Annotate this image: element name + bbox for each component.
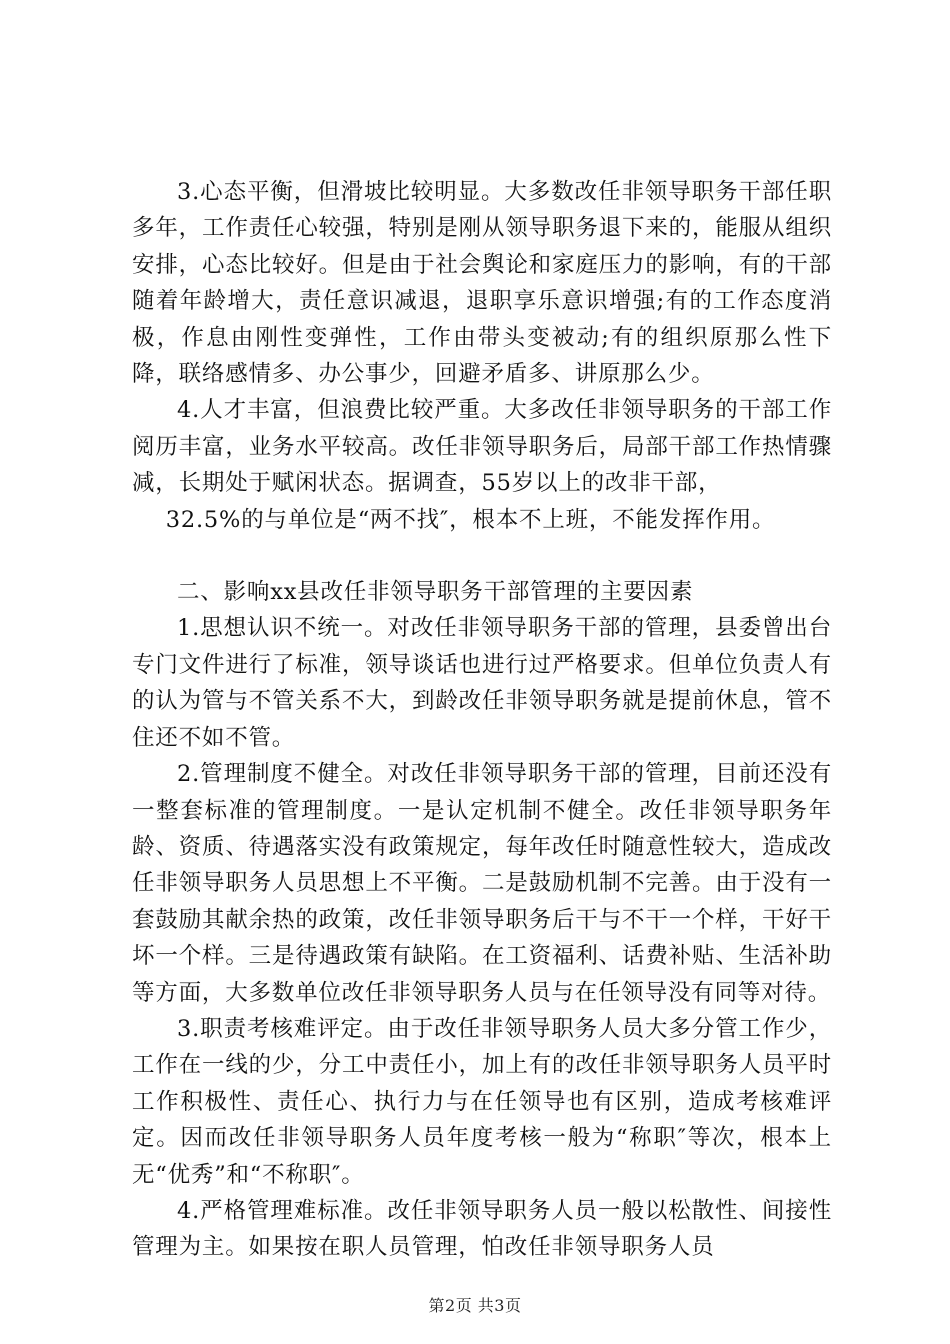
paragraph-assessment: 3.职责考核难评定。由于改任非领导职务人员大多分管工作少，工作在一线的少，分工中责任小，加上有的改任非领导职务人员平时工作积极性、责任心、执行力与在任领导也有区别，造成考核难评定。因而改任非领导职务人员年度考核一般为“称职″等次，根本上无“优秀”和“不称职″。 (132, 1015, 832, 1188)
paragraph-mindset: 3.心态平衡，但滑坡比较明显。大多数改任非领导职务干部任职多年，工作责任心较强，特别是刚从领导职务退下来的，能服从组织安排，心态比较好。但是由于社会舆论和家庭压力的影响，有的干部随着年龄增大，责任意识减退，退职享乐意识增强;有的工作态度消极，作息由刚性变弹性，工作由带头变被动;有的组织原那么性下降，联络感情多、办公事少，回避矛盾多、讲原那么少。 (132, 179, 832, 388)
paragraph-system: 2.管理制度不健全。对改任非领导职务干部的管理，目前还没有一整套标准的管理制度。一是认定机制不健全。改任非领导职务年龄、资质、待遇落实没有政策规定，每年改任时随意性较大，造成改任非领导职务人员思想上不平衡。二是鼓励机制不完善。由于没有一套鼓励其献余热的政策，改任非领导职务后干与不干一个样，干好干坏一个样。三是待遇政策有缺陷。在工资福利、话费补贴、生活补助等方面，大多数单位改任非领导职务人员与在任领导没有同等对待。 (132, 761, 832, 1006)
paragraph-talent: 4.人才丰富，但浪费比较严重。大多改任非领导职务的干部工作阅历丰富，业务水平较高。改任非领导职务后，局部干部工作热情骤减，长期处于赋闲状态。据调查，55岁以上的改非干部， (132, 397, 832, 497)
section-heading: 二、影响xx县改任非领导职务干部管理的主要因素 (177, 579, 694, 606)
paragraph-management: 4.严格管理难标准。改任非领导职务人员一般以松散性、间接性管理为主。如果按在职人员管理，怕改任非领导职务人员 (132, 1197, 832, 1261)
paragraph-thinking: 1.思想认识不统一。对改任非领导职务干部的管理，县委曾出台专门文件进行了标准，领导谈话也进行过严格要求。但单位负责人有的认为管与不管关系不大，到龄改任非领导职务就是提前休息，管不住还不如不管。 (132, 615, 832, 751)
page-number-footer: 第2页 共3页 (428, 1296, 522, 1315)
paragraph-gap (132, 538, 832, 574)
paragraph-talent-continued: 32.5%的与单位是“两不找″，根本不上班，不能发挥作用。 (165, 506, 776, 533)
document-body (132, 174, 832, 1266)
